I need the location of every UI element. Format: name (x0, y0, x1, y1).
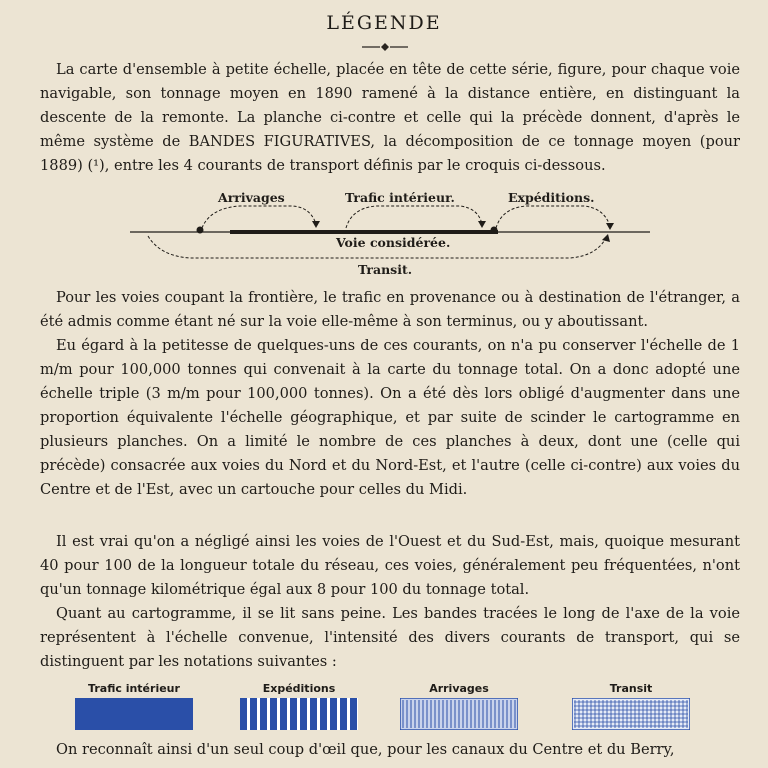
legend-swatch-grid (572, 698, 690, 730)
legend-label-expeditions: Expéditions (262, 682, 336, 695)
legend-swatch-solid (75, 698, 193, 730)
legend-label-trafic-interieur: Trafic intérieur (88, 682, 180, 695)
title-ornament (362, 43, 408, 51)
paragraph-frontiere: Pour les voies coupant la frontière, le trafic en provenance ou à destination de l'étranger, a été admis comme étant né sur la voie elle-même à son terminus, ou y aboutissant. (40, 289, 740, 330)
paragraph-intro: La carte d'ensemble à petite échelle, placée en tête de cette série, figure, pour chaque voie navigable, son tonnage moyen en 1890 ramené à la distance entière, en distinguant la descente de la remonte. La planche ci-contre et celle qui la précède donnent, d'après le même système de BANDES FIGURATIVES, la décomposition de ce tonnage moyen (pour 1889) (¹), entre les 4 courants de transport définis par le croquis ci-dessous. (40, 61, 740, 174)
legend-swatch-vertical-bars (240, 698, 358, 730)
label-trafic-interieur: Trafic intérieur. (345, 190, 455, 205)
page-title: LÉGENDE (326, 12, 442, 34)
label-expeditions: Expéditions. (508, 190, 595, 205)
legend-label-arrivages: Arrivages (429, 682, 489, 695)
paragraph-ouest: Il est vrai qu'on a négligé ainsi les voies de l'Ouest et du Sud-Est, mais, quoique mesurant 40 pour 100 de la longueur totale du réseau, ces voies, généralement peu fréquentées, n'ont qu'un tonnage kilométrique égal aux 8 pour 100 du tonnage total. (40, 533, 740, 598)
paragraph-cartogramme: Quant au cartogramme, il se lit sans peine. Les bandes tracées le long de l'axe de la voie représentent à l'échelle convenue, l'intensité des divers courants de transport, qui se distinguent par les notations suivantes : (40, 605, 740, 670)
paragraph-echelle: Eu égard à la petitesse de quelques-uns de ces courants, on n'a pu conserver l'échelle de 1 m/m pour 100,000 tonnes qui convenait à la carte du tonnage total. On a donc adopté une échelle triple (3 m/m pour 100,000 tonnes). On a été dès lors obligé d'augmenter dans une proportion équivalente l'échelle géographique, et par suite de scinder le cartogramme en plusieurs planches. On a limité le nombre de ces planches à deux, dont une (celle qui précède) consacrée aux voies du Nord et du Nord-Est, et l'autre (celle ci-contre) aux voies du Centre et de l'Est, avec un cartouche pour celles du Midi. (40, 337, 740, 498)
label-transit: Transit. (358, 262, 413, 277)
paragraph-conclusion: On reconnaît ainsi d'un seul coup d'œil que, pour les canaux du Centre et du Berry, (56, 741, 675, 758)
legend-swatch-fine-lines (400, 698, 518, 730)
label-arrivages: Arrivages (218, 190, 285, 205)
legend-label-transit: Transit (609, 682, 653, 695)
label-voie-consideree: Voie considérée. (336, 235, 451, 250)
